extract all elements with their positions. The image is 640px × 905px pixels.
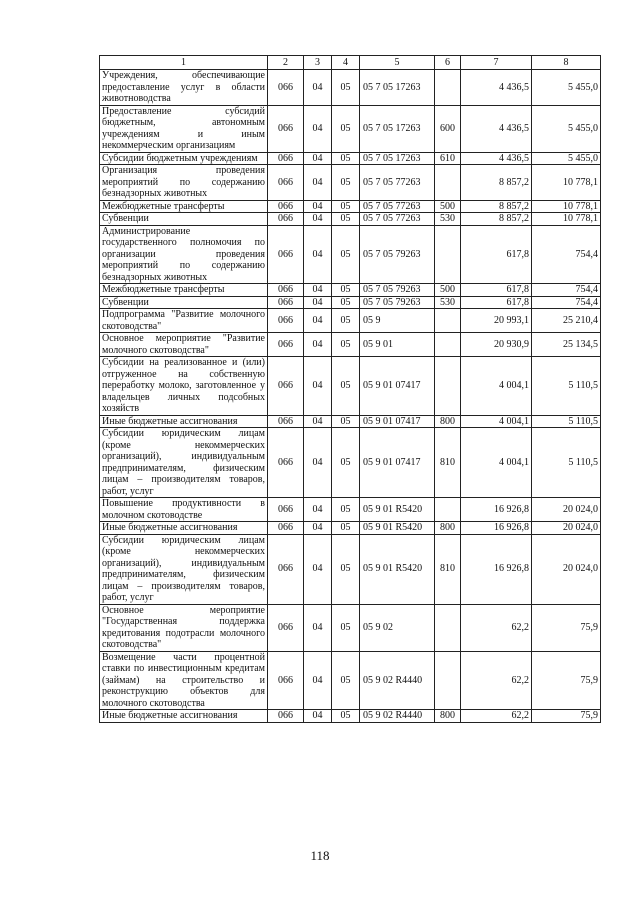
ministry-code-cell: 066 — [268, 165, 304, 201]
ministry-code-cell: 066 — [268, 357, 304, 416]
table-row — [100, 213, 601, 226]
item-name-cell: Субсидии на реализованное и (или) отгруженное на собственную переработку молоко, заготовленное у владельцев личных подсобных хозяйств — [100, 357, 268, 416]
item-name-cell: Субсидии юридическим лицам (кроме некоммерческих организаций), индивидуальным предпринимателям, физическим лицам – производителям товаров, работ, услуг — [100, 534, 268, 604]
ministry-code-cell: 066 — [268, 296, 304, 309]
amount-year1-cell: 4 004,1 — [461, 428, 532, 498]
header-cell: 8 — [532, 56, 601, 70]
subsection-code-cell: 05 — [332, 651, 360, 710]
item-name-cell: Иные бюджетные ассигнования — [100, 522, 268, 535]
amount-year1-cell: 4 436,5 — [461, 152, 532, 165]
ministry-code-cell: 066 — [268, 522, 304, 535]
subsection-code-cell: 05 — [332, 428, 360, 498]
section-code-cell: 04 — [304, 309, 332, 333]
section-code-cell: 04 — [304, 152, 332, 165]
ministry-code-cell: 066 — [268, 213, 304, 226]
subsection-code-cell: 05 — [332, 152, 360, 165]
section-code-cell: 04 — [304, 70, 332, 106]
subsection-code-cell: 05 — [332, 522, 360, 535]
table-row — [100, 710, 601, 723]
amount-year1-cell: 62,2 — [461, 604, 532, 651]
ministry-code-cell: 066 — [268, 105, 304, 152]
amount-year1-cell: 4 436,5 — [461, 105, 532, 152]
ministry-code-cell: 066 — [268, 70, 304, 106]
expense-type-cell — [435, 165, 461, 201]
subsection-code-cell: 05 — [332, 165, 360, 201]
target-article-cell: 05 9 01 R5420 — [360, 498, 435, 522]
item-name-cell: Повышение продуктивности в молочном скотоводстве — [100, 498, 268, 522]
table-row — [100, 498, 601, 522]
table-row — [100, 428, 601, 498]
amount-year2-cell: 75,9 — [532, 651, 601, 710]
expense-type-cell: 530 — [435, 296, 461, 309]
section-code-cell: 04 — [304, 213, 332, 226]
expense-type-cell: 500 — [435, 200, 461, 213]
header-cell: 3 — [304, 56, 332, 70]
expense-type-cell — [435, 498, 461, 522]
amount-year2-cell: 5 110,5 — [532, 428, 601, 498]
amount-year1-cell: 4 004,1 — [461, 357, 532, 416]
ministry-code-cell: 066 — [268, 152, 304, 165]
amount-year1-cell: 16 926,8 — [461, 522, 532, 535]
ministry-code-cell: 066 — [268, 534, 304, 604]
expense-type-cell: 800 — [435, 710, 461, 723]
expense-type-cell — [435, 357, 461, 416]
expense-type-cell — [435, 309, 461, 333]
item-name-cell: Администрирование государственного полномочия по организации проведения мероприятий по содержанию безнадзорных животных — [100, 225, 268, 284]
amount-year2-cell: 25 134,5 — [532, 333, 601, 357]
section-code-cell: 04 — [304, 296, 332, 309]
target-article-cell: 05 7 05 17263 — [360, 152, 435, 165]
target-article-cell: 05 9 02 R4440 — [360, 710, 435, 723]
subsection-code-cell: 05 — [332, 225, 360, 284]
expense-type-cell — [435, 651, 461, 710]
header-cell: 6 — [435, 56, 461, 70]
target-article-cell: 05 7 05 79263 — [360, 296, 435, 309]
target-article-cell: 05 9 01 R5420 — [360, 534, 435, 604]
amount-year1-cell: 4 004,1 — [461, 415, 532, 428]
ministry-code-cell: 066 — [268, 225, 304, 284]
amount-year1-cell: 4 436,5 — [461, 70, 532, 106]
subsection-code-cell: 05 — [332, 415, 360, 428]
expense-type-cell — [435, 70, 461, 106]
amount-year2-cell: 20 024,0 — [532, 498, 601, 522]
amount-year2-cell: 5 110,5 — [532, 415, 601, 428]
table-row — [100, 604, 601, 651]
header-cell: 1 — [100, 56, 268, 70]
target-article-cell: 05 7 05 77263 — [360, 165, 435, 201]
table-row — [100, 333, 601, 357]
expense-type-cell — [435, 333, 461, 357]
amount-year2-cell: 10 778,1 — [532, 165, 601, 201]
ministry-code-cell: 066 — [268, 710, 304, 723]
section-code-cell: 04 — [304, 522, 332, 535]
subsection-code-cell: 05 — [332, 105, 360, 152]
section-code-cell: 04 — [304, 498, 332, 522]
amount-year1-cell: 617,8 — [461, 296, 532, 309]
target-article-cell: 05 9 01 07417 — [360, 415, 435, 428]
expense-type-cell: 810 — [435, 428, 461, 498]
subsection-code-cell: 05 — [332, 604, 360, 651]
item-name-cell: Учреждения, обеспечивающие предоставление услуг в области животноводства — [100, 70, 268, 106]
table-row — [100, 357, 601, 416]
header-cell: 2 — [268, 56, 304, 70]
expense-type-cell: 810 — [435, 534, 461, 604]
section-code-cell: 04 — [304, 534, 332, 604]
section-code-cell: 04 — [304, 357, 332, 416]
amount-year2-cell: 754,4 — [532, 284, 601, 297]
table-row — [100, 200, 601, 213]
table-row — [100, 225, 601, 284]
table-row — [100, 165, 601, 201]
amount-year1-cell: 20 930,9 — [461, 333, 532, 357]
target-article-cell: 05 9 01 07417 — [360, 428, 435, 498]
amount-year2-cell: 10 778,1 — [532, 213, 601, 226]
ministry-code-cell: 066 — [268, 604, 304, 651]
subsection-code-cell: 05 — [332, 309, 360, 333]
ministry-code-cell: 066 — [268, 651, 304, 710]
amount-year2-cell: 754,4 — [532, 225, 601, 284]
amount-year2-cell: 20 024,0 — [532, 534, 601, 604]
subsection-code-cell: 05 — [332, 333, 360, 357]
item-name-cell: Основное мероприятие "Развитие молочного скотоводства" — [100, 333, 268, 357]
section-code-cell: 04 — [304, 200, 332, 213]
expense-type-cell — [435, 604, 461, 651]
target-article-cell: 05 7 05 17263 — [360, 70, 435, 106]
page-number: 118 — [310, 848, 330, 863]
item-name-cell: Предоставление субсидий бюджетным, автономным учреждениям и иным некоммерческим организациям — [100, 105, 268, 152]
item-name-cell: Иные бюджетные ассигнования — [100, 710, 268, 723]
table-row — [100, 296, 601, 309]
expense-type-cell: 500 — [435, 284, 461, 297]
target-article-cell: 05 9 01 — [360, 333, 435, 357]
section-code-cell: 04 — [304, 284, 332, 297]
amount-year2-cell: 20 024,0 — [532, 522, 601, 535]
amount-year1-cell: 8 857,2 — [461, 165, 532, 201]
header-cell: 5 — [360, 56, 435, 70]
amount-year2-cell: 75,9 — [532, 604, 601, 651]
ministry-code-cell: 066 — [268, 415, 304, 428]
ministry-code-cell: 066 — [268, 284, 304, 297]
ministry-code-cell: 066 — [268, 200, 304, 213]
ministry-code-cell: 066 — [268, 309, 304, 333]
table-row — [100, 309, 601, 333]
item-name-cell: Возмещение части процентной ставки по инвестиционным кредитам (займам) на строительство и реконструкцию объектов для молочного скотоводства — [100, 651, 268, 710]
subsection-code-cell: 05 — [332, 498, 360, 522]
amount-year1-cell: 16 926,8 — [461, 534, 532, 604]
table-row — [100, 651, 601, 710]
table-row — [100, 534, 601, 604]
item-name-cell: Субсидии бюджетным учреждениям — [100, 152, 268, 165]
item-name-cell: Основное мероприятие "Государственная поддержка кредитования подотрасли молочного скотоводства" — [100, 604, 268, 651]
item-name-cell: Иные бюджетные ассигнования — [100, 415, 268, 428]
amount-year1-cell: 62,2 — [461, 651, 532, 710]
target-article-cell: 05 9 01 R5420 — [360, 522, 435, 535]
item-name-cell: Субсидии юридическим лицам (кроме некоммерческих организаций), индивидуальным предпринимателям, физическим лицам – производителям товаров, работ, услуг — [100, 428, 268, 498]
section-code-cell: 04 — [304, 165, 332, 201]
table-row — [100, 105, 601, 152]
item-name-cell: Субвенции — [100, 296, 268, 309]
subsection-code-cell: 05 — [332, 70, 360, 106]
section-code-cell: 04 — [304, 604, 332, 651]
amount-year2-cell: 10 778,1 — [532, 200, 601, 213]
expense-type-cell: 800 — [435, 415, 461, 428]
item-name-cell: Межбюджетные трансферты — [100, 284, 268, 297]
amount-year1-cell: 20 993,1 — [461, 309, 532, 333]
section-code-cell: 04 — [304, 333, 332, 357]
target-article-cell: 05 7 05 79263 — [360, 284, 435, 297]
target-article-cell: 05 9 — [360, 309, 435, 333]
amount-year1-cell: 617,8 — [461, 284, 532, 297]
ministry-code-cell: 066 — [268, 428, 304, 498]
target-article-cell: 05 9 01 07417 — [360, 357, 435, 416]
ministry-code-cell: 066 — [268, 498, 304, 522]
section-code-cell: 04 — [304, 428, 332, 498]
amount-year2-cell: 754,4 — [532, 296, 601, 309]
target-article-cell: 05 9 02 — [360, 604, 435, 651]
amount-year2-cell: 5 455,0 — [532, 152, 601, 165]
table-row — [100, 415, 601, 428]
amount-year2-cell: 75,9 — [532, 710, 601, 723]
expense-type-cell: 530 — [435, 213, 461, 226]
item-name-cell: Организация проведения мероприятий по содержанию безнадзорных животных — [100, 165, 268, 201]
target-article-cell: 05 7 05 77263 — [360, 213, 435, 226]
target-article-cell: 05 9 02 R4440 — [360, 651, 435, 710]
subsection-code-cell: 05 — [332, 357, 360, 416]
header-cell: 4 — [332, 56, 360, 70]
table-row — [100, 152, 601, 165]
item-name-cell: Межбюджетные трансферты — [100, 200, 268, 213]
subsection-code-cell: 05 — [332, 296, 360, 309]
expense-type-cell: 800 — [435, 522, 461, 535]
amount-year2-cell: 5 455,0 — [532, 105, 601, 152]
amount-year1-cell: 617,8 — [461, 225, 532, 284]
subsection-code-cell: 05 — [332, 534, 360, 604]
subsection-code-cell: 05 — [332, 200, 360, 213]
section-code-cell: 04 — [304, 105, 332, 152]
table-row — [100, 522, 601, 535]
item-name-cell: Подпрограмма "Развитие молочного скотоводства" — [100, 309, 268, 333]
amount-year1-cell: 8 857,2 — [461, 213, 532, 226]
table-row — [100, 284, 601, 297]
item-name-cell: Субвенции — [100, 213, 268, 226]
amount-year2-cell: 25 210,4 — [532, 309, 601, 333]
ministry-code-cell: 066 — [268, 333, 304, 357]
amount-year1-cell: 62,2 — [461, 710, 532, 723]
header-cell: 7 — [461, 56, 532, 70]
section-code-cell: 04 — [304, 225, 332, 284]
expense-type-cell — [435, 225, 461, 284]
table-row — [100, 70, 601, 106]
subsection-code-cell: 05 — [332, 710, 360, 723]
budget-table — [99, 55, 601, 723]
subsection-code-cell: 05 — [332, 284, 360, 297]
amount-year2-cell: 5 455,0 — [532, 70, 601, 106]
target-article-cell: 05 7 05 79263 — [360, 225, 435, 284]
expense-type-cell: 610 — [435, 152, 461, 165]
header-row — [100, 56, 601, 70]
target-article-cell: 05 7 05 77263 — [360, 200, 435, 213]
section-code-cell: 04 — [304, 651, 332, 710]
subsection-code-cell: 05 — [332, 213, 360, 226]
section-code-cell: 04 — [304, 710, 332, 723]
amount-year1-cell: 8 857,2 — [461, 200, 532, 213]
expense-type-cell: 600 — [435, 105, 461, 152]
amount-year1-cell: 16 926,8 — [461, 498, 532, 522]
amount-year2-cell: 5 110,5 — [532, 357, 601, 416]
target-article-cell: 05 7 05 17263 — [360, 105, 435, 152]
section-code-cell: 04 — [304, 415, 332, 428]
